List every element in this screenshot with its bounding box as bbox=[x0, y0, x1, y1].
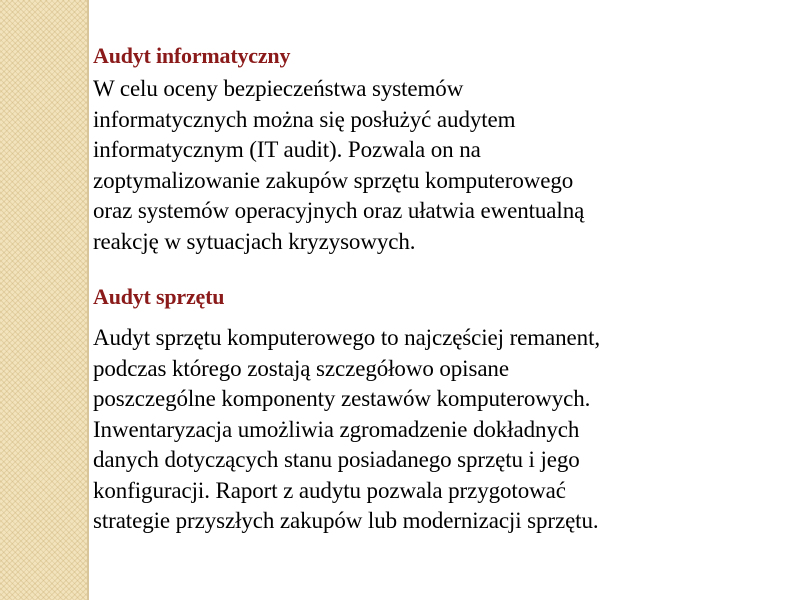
paragraph-line: Inwentaryzacja umożliwia zgromadzenie dokładnych bbox=[93, 416, 580, 442]
heading-audyt-informatyczny: Audyt informatyczny bbox=[93, 43, 291, 68]
paragraph-line: reakcję w sytuacjach kryzysowych. bbox=[93, 228, 416, 254]
paragraph-line: oraz systemów operacyjnych oraz ułatwia ewentualną bbox=[93, 198, 585, 223]
paragraph-line: danych dotyczących stanu posiadanego sprzętu i jego bbox=[93, 447, 580, 472]
paragraph-line: informatycznych można się posłużyć audytem bbox=[93, 106, 516, 132]
paragraph-line: podczas którego zostają szczegółowo opisane bbox=[93, 355, 509, 381]
paragraph-audyt-informatyczny bbox=[93, 74, 783, 257]
paragraph-line: Audyt sprzętu komputerowego to najczęściej remanent, bbox=[93, 325, 601, 350]
paragraph-audyt-sprzetu bbox=[93, 323, 783, 537]
paragraph-line: poszczególne komponenty zestawów komputerowych. bbox=[93, 386, 591, 411]
paragraph-line: informatycznym (IT audit). Pozwala on na bbox=[93, 137, 481, 162]
decorative-sidebar-band bbox=[0, 0, 87, 600]
heading-audyt-sprzetu: Audyt sprzętu bbox=[93, 284, 225, 309]
paragraph-line: zoptymalizowanie zakupów sprzętu komputerowego bbox=[93, 167, 574, 193]
sidebar-divider bbox=[87, 0, 89, 600]
paragraph-line: strategie przyszłych zakupów lub modernizacji sprzętu. bbox=[93, 508, 599, 533]
paragraph-line: W celu oceny bezpieczeństwa systemów bbox=[93, 76, 464, 101]
paragraph-line: konfiguracji. Raport z audytu pozwala przygotować bbox=[93, 477, 566, 503]
slide-content bbox=[93, 40, 783, 537]
